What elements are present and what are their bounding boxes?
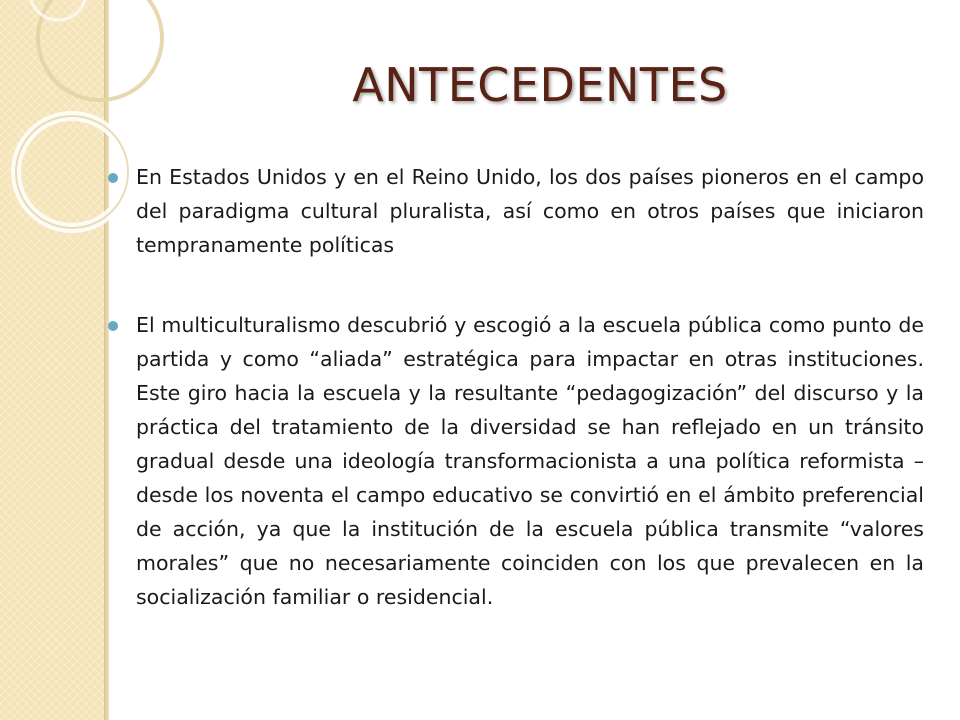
bullet-dot-icon bbox=[108, 173, 118, 183]
bullet-list bbox=[108, 160, 924, 614]
bullet-item bbox=[108, 308, 924, 614]
bullet-text: En Estados Unidos y en el Reino Unido, los dos países pioneros en el campo del paradigma cultural pluralista, así como en otros países que iniciaron tempranamente políticas bbox=[136, 165, 924, 257]
bullet-text: El multiculturalismo descubrió y escogió a la escuela pública como punto de partida y como “aliada” estratégica para impactar en otras instituciones. Este giro hacia la escuela y la resultante “pedagogización” del discurso y la práctica del tratamiento de la diversidad se han reflejado en un tránsito gradual desde una ideología transformacionista a una política reformista – desde los noventa el campo educativo se convirtió en el ámbito preferencial de acción, ya que la institución de la escuela pública transmite “valores morales” que no necesariamente coinciden con los que prevalecen en la socialización familiar o residencial. bbox=[136, 313, 924, 609]
bullet-dot-icon bbox=[108, 321, 118, 331]
bullet-item bbox=[108, 160, 924, 262]
slide-title: ANTECEDENTES bbox=[352, 58, 728, 112]
